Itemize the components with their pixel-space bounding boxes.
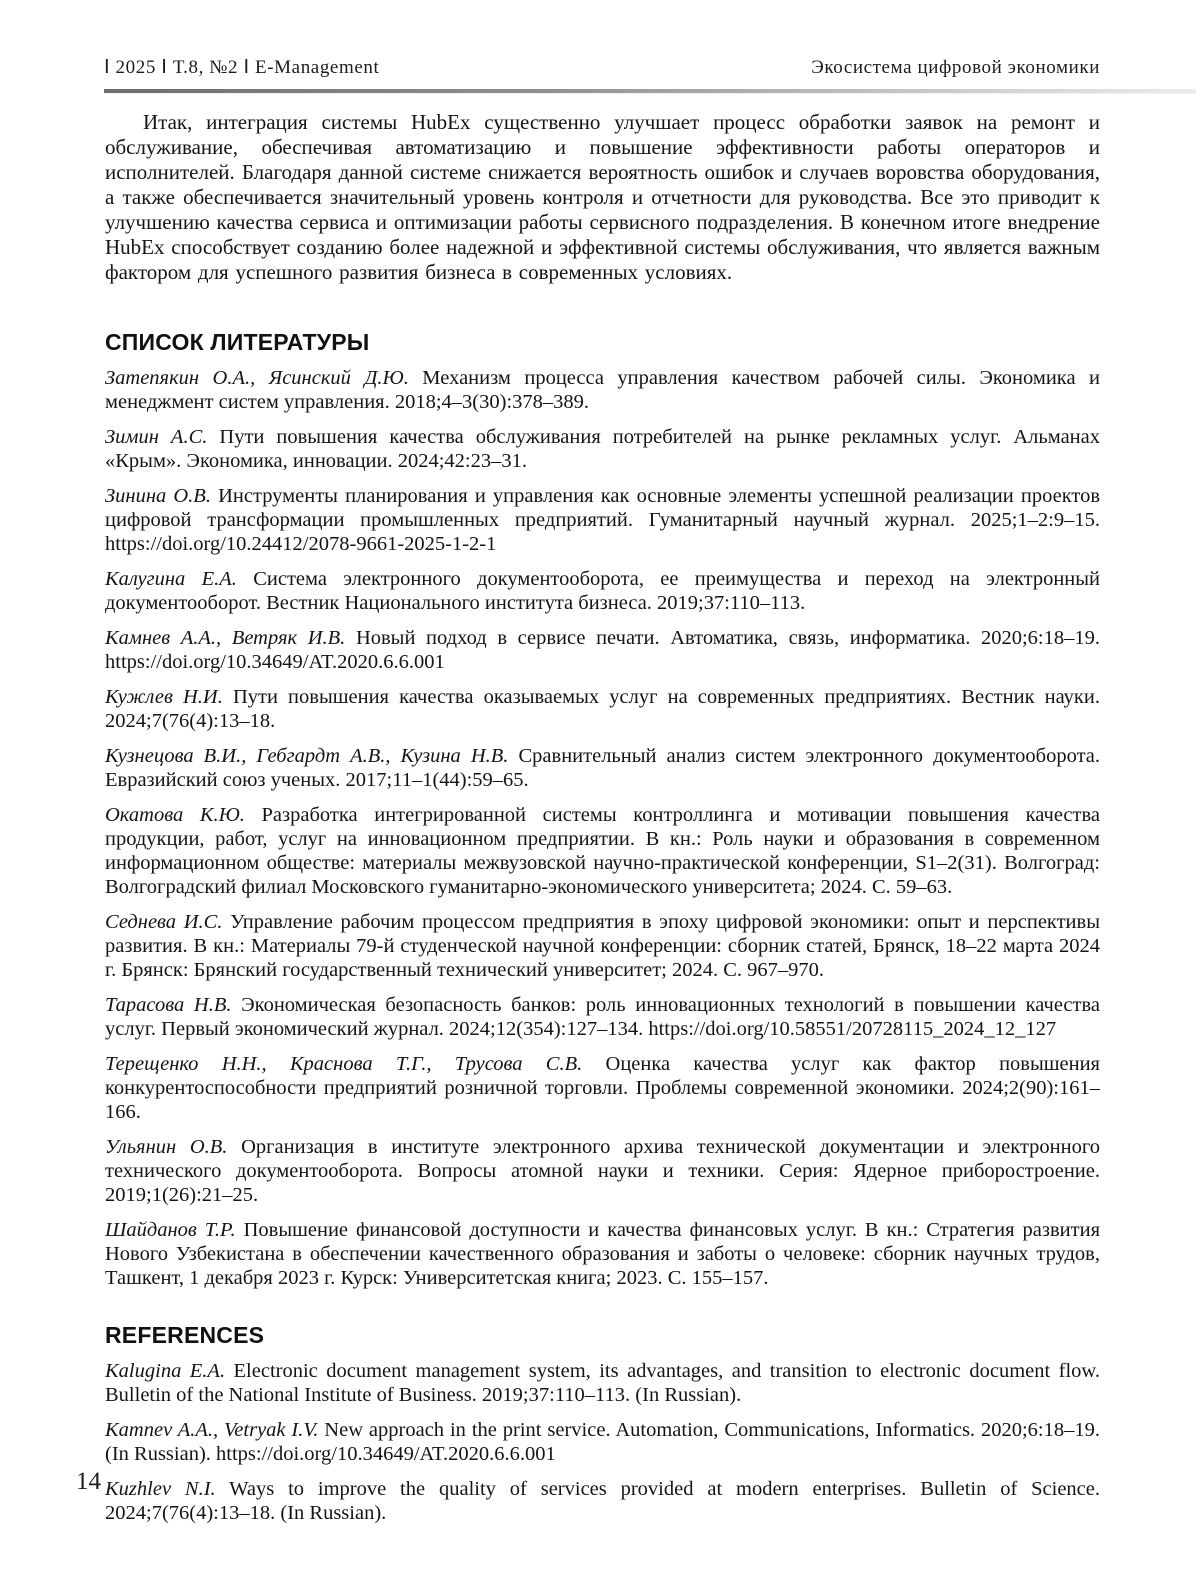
reference-item	[105, 567, 1100, 615]
reference-text: Экономическая безопасность банков: роль инновационных технологий в повышении качества услуг. Первый экономический журнал. 2024;12(354):127–134. https://doi.org/10.58551/20728115_2024_12_127	[105, 994, 1100, 1040]
reference-text: Организация в институте электронного архива технической документации и электронного технического документооборота. Вопросы атомной науки и техники. Серия: Ядерное приборостроение. 2019;1(26):21–25.	[105, 1136, 1100, 1206]
reference-item	[105, 1359, 1100, 1407]
reference-text: Ways to improve the quality of services provided at modern enterprises. Bulletin of Science. 2024;7(76(4):13–18. (In Russian).	[105, 1478, 1101, 1524]
reference-authors: Калугина Е.А.	[105, 568, 237, 590]
reference-authors: Зинина О.В.	[105, 485, 211, 507]
reference-item	[105, 744, 1100, 792]
reference-item	[105, 484, 1100, 556]
reference-authors: Ульянин О.В.	[105, 1136, 228, 1158]
running-head	[0, 0, 1200, 79]
reference-authors: Kalugina E.A.	[105, 1360, 226, 1382]
reference-authors: Затепякин О.А., Ясинский Д.Ю.	[105, 367, 409, 389]
running-head-issue: Ⅰ 2025 Ⅰ Т.8, №2 Ⅰ E-Management	[104, 57, 380, 78]
header-rule	[104, 89, 1196, 93]
reference-item	[105, 1477, 1100, 1525]
reference-text: Система электронного документооборота, ее преимущества и переход на электронный документооборот. Вестник Национального института бизнеса. 2019;37:110–113.	[105, 568, 1101, 614]
reference-item	[105, 910, 1100, 982]
reference-text: Оценка качества услуг как фактор повышения конкурентоспособности предприятий розничной торговли. Проблемы современной экономики. 2024;2(90):161–166.	[105, 1053, 1100, 1123]
reference-text: Разработка интегрированной системы контроллинга и мотивации повышения качества продукции, работ, услуг на инновационном предприятии. В кн.: Роль науки и образования в современном информационном обществе: материалы межвузовской научно-практической конференции, S1–2(31). Волгоград: Волгоградский филиал Московского гуманитарно-экономического университета; 2024. С. 59–63.	[105, 804, 1100, 898]
reference-item	[105, 993, 1100, 1041]
intro-paragraph: Итак, интеграция системы HubEx существенно улучшает процесс обработки заявок на ремонт и обслуживание, обеспечивая автоматизацию и повышение эффективности работы операторов и исполнителей. Благодаря данной системе снижается вероятность ошибок и случаев воровства оборудования, а также обеспечивается значительный уровень контроля и отчетности для руководства. Все это приводит к улучшению качества сервиса и оптимизации работы сервисного подразделения. В конечном итоге внедрение HubEx способствует созданию более надежной и эффективной системы обслуживания, что является важным фактором для успешного развития бизнеса в современных условиях.	[105, 110, 1100, 284]
reference-authors: Кужлев Н.И.	[105, 686, 223, 708]
reference-text: Новый подход в сервисе печати. Автоматика, связь, информатика. 2020;6:18–19. https://doi.org/10.34649/AT.2020.6.6.001	[105, 627, 1100, 673]
reference-text: New approach in the print service. Automation, Communications, Informatics. 2020;6:18–19. (In Russian). https://doi.org/10.34649/AT.2020.6.6.001	[105, 1419, 1100, 1465]
reference-authors: Седнева И.С.	[105, 911, 223, 933]
page-number: 14	[76, 1468, 101, 1495]
reference-item	[105, 1418, 1100, 1466]
reference-item	[105, 1135, 1100, 1207]
reference-authors: Терещенко Н.Н., Краснова Т.Г., Трусова С.В.	[105, 1053, 583, 1075]
page-content	[105, 110, 1100, 1525]
reference-item	[105, 1052, 1100, 1124]
reference-authors: Тарасова Н.В.	[105, 994, 232, 1016]
reference-item	[105, 685, 1100, 733]
reference-text: Electronic document management system, its advantages, and transition to electronic document flow. Bulletin of the National Institute of Business. 2019;37:110–113. (In Russian).	[105, 1360, 1101, 1406]
reference-authors: Kamnev A.A., Vetryak I.V.	[105, 1419, 319, 1441]
reference-item	[105, 366, 1100, 414]
reference-text: Инструменты планирования и управления как основные элементы успешной реализации проектов цифровой трансформации промышленных предприятий. Гуманитарный научный журнал. 2025;1–2:9–15. https://doi.org/10.24412/2078-9661-2025-1-2-1	[105, 485, 1100, 555]
reference-item	[105, 425, 1100, 473]
reference-text: Пути повышения качества обслуживания потребителей на рынке рекламных услуг. Альманах «Крым». Экономика, инновации. 2024;42:23–31.	[105, 426, 1100, 472]
reference-item	[105, 1218, 1100, 1290]
reference-authors: Окатова К.Ю.	[105, 804, 245, 826]
reference-authors: Камнев А.А., Ветряк И.В.	[105, 627, 346, 649]
reference-authors: Зимин А.С.	[105, 426, 208, 448]
reference-authors: Шайданов Т.Р.	[105, 1219, 236, 1241]
reference-text: Механизм процесса управления качеством рабочей силы. Экономика и менеджмент систем управления. 2018;4–3(30):378–389.	[105, 367, 1100, 413]
reference-item	[105, 803, 1100, 899]
literature-section-title: СПИСОК ЛИТЕРАТУРЫ	[105, 329, 370, 355]
reference-text: Пути повышения качества оказываемых услуг на современных предприятиях. Вестник науки. 2024;7(76(4):13–18.	[105, 686, 1100, 732]
reference-text: Повышение финансовой доступности и качества финансовых услуг. В кн.: Стратегия развития Нового Узбекистана в обеспечении качественного образования и заботы о человеке: сборник научных трудов, Ташкент, 1 декабря 2023 г. Курск: Университетская книга; 2023. С. 155–157.	[105, 1219, 1101, 1289]
running-head-section: Экосистема цифровой экономики	[811, 57, 1100, 78]
reference-text: Сравнительный анализ систем электронного документооборота. Евразийский союз ученых. 2017;11–1(44):59–65.	[105, 745, 1100, 791]
reference-authors: Kuzhlev N.I.	[105, 1478, 216, 1500]
reference-authors: Кузнецова В.И., Гебгардт А.В., Кузина Н.В.	[105, 745, 509, 767]
reference-item	[105, 626, 1100, 674]
reference-text: Управление рабочим процессом предприятия в эпоху цифровой экономики: опыт и перспективы развития. В кн.: Материалы 79-й студенческой научной конференции: сборник статей, Брянск, 18–22 марта 2024 г. Брянск: Брянский государственный технический университет; 2024. С. 967–970.	[105, 911, 1100, 981]
references-section-title: REFERENCES	[105, 1322, 265, 1348]
